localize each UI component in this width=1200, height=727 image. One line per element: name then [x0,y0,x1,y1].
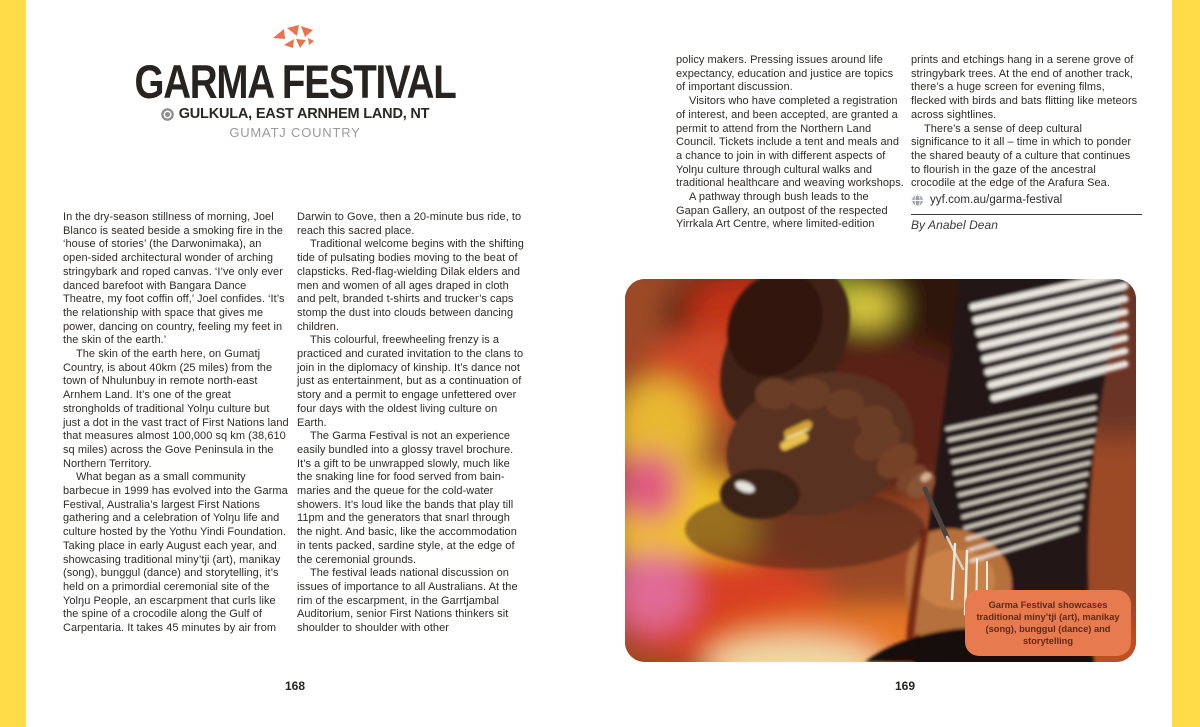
location-dot-icon [161,108,174,121]
body-paragraph: prints and etchings hang in a serene grove of stringybark trees. At the end of another track, there’s a huge screen for evening films, flecked with birds and bats flitting like meteors across sightlines. [911,54,1138,121]
globe-icon [911,194,924,207]
photo-caption: Garma Festival showcases traditional miny’tji (art), manikay (song), bunggul (dance) and storytelling [965,590,1131,656]
page-title: GARMA FESTIVAL [134,55,456,108]
body-paragraph: In the dry-season stillness of morning, Joel Blanco is seated beside a smoking fire in the ‘house of stories’ (the Darwonimaka), an open-sided architectural wonder of arching stringybark and roped canvas. ‘I’ve only ever danced barefoot with Bangara Dance Theatre, my foot coffin off,’ Joel confides. ‘It’s the relationship with space that gives me power, dancing on country, feeling my feet in the skin of the earth.’ [63,211,285,347]
pennant-flags-icon [40,24,550,54]
website-url: yyf.com.au/garma-festival [930,194,1063,207]
body-paragraph: policy makers. Pressing issues around life expectancy, education and justice are topics of important discussion. [676,54,894,94]
byline: By Anabel Dean [911,217,998,232]
body-paragraph: What began as a small community barbecue in 1999 has evolved into the Garma Festival, Australia’s largest First Nations gathering and a celebration of Yolŋu life and culture hosted by the Yothu Yindi Foundation. Taking place in early August each year, and showcasing traditional miny’tji (art), manikay (song), bunggul (dance) and storytelling, it’s held on a primordial ceremonial site of the Yolŋu People, an escarpment that curls like the spine of a crocodile along the Gulf of Carpentaria. It takes 45 minutes by air from [63,471,288,635]
left-page-column-2 [297,211,525,636]
location-text: GULKULA, EAST ARNHEM LAND, NT [178,106,430,122]
body-paragraph: The skin of the earth here, on Gumatj Country, is about 40km (25 miles) from the town of Nhulunbuy in remote north-east Arnhem Land. It’s one of the great strongholds of traditional Yolŋu culture but just a dot in the vast tract of First Nations land that measures almost 100,000 sq km (38,610 sq miles) across the Gove Peninsula in the Northern Territory. [63,348,289,470]
body-paragraph: This colourful, freewheeling frenzy is a practiced and curated invitation to the clans to join in the diplomacy of kinship. It’s dance not just as entertainment, but as a continuation of story and a permit to engage unfettered over four days with the oldest living culture on Earth. [297,334,524,429]
body-paragraph: A pathway through bush leads to the Gapan Gallery, an outpost of the respected Yirrkala Art Centre, where limited-edition [676,191,888,231]
right-yellow-band [1172,0,1200,727]
body-paragraph: Visitors who have completed a registration of interest, and been accepted, are granted a permit to attend from the Northern Land Council. Tickets include a tent and meals and a chance to join in with different aspects of Yolŋu culture through cultural walks and traditional healthcare and weaving workshops. [676,95,904,190]
country-text: GUMATJ COUNTRY [229,125,361,140]
body-paragraph: The Garma Festival is not an experience easily bundled into a glossy travel brochure. It’s a gift to be unwrapped slowly, much like the snaking line for food served from bain-maries and the queue for the cold-water showers. It’s loud like the bands that play till 11pm and the generators that snarl through the night. And basic, like the accommodation in tents packed, sardine style, at the edge of the ceremonial grounds. [297,430,517,566]
body-paragraph: Traditional welcome begins with the shifting tide of pulsating bodies moving to the beat of clapsticks. Red-flag-wielding Dilak elders and men and women of all ages draped in cloth and pelt, branded t-shirts and trucker’s caps stomp the dust into clouds between dancing children. [297,238,524,333]
byline-divider [911,214,1142,215]
body-paragraph: There’s a sense of deep cultural significance to it all – time in which to ponder the shared beauty of a culture that continues to flourish in the gaze of the ancestral crocodile at the edge of the Arafura Sea. [911,122,1132,190]
page-number-right: 169 [894,679,916,693]
website-line [911,194,1142,208]
left-page-column-1 [63,211,289,636]
body-paragraph: Darwin to Gove, then a 20-minute bus ride, to reach this sacred place. [297,211,522,237]
location-line [40,106,550,122]
page-number-left: 168 [284,679,306,693]
right-page-column-1 [676,54,905,232]
right-page-column-2 [911,54,1142,232]
body-paragraph: The festival leads national discussion on issues of importance to all Australians. At the rim of the escarpment, in the Garrtjambal Auditorium, senior First Nations thinkers sit shoulder to shoulder with other [297,567,518,635]
festival-photo [625,279,1136,662]
left-yellow-band [0,0,26,727]
